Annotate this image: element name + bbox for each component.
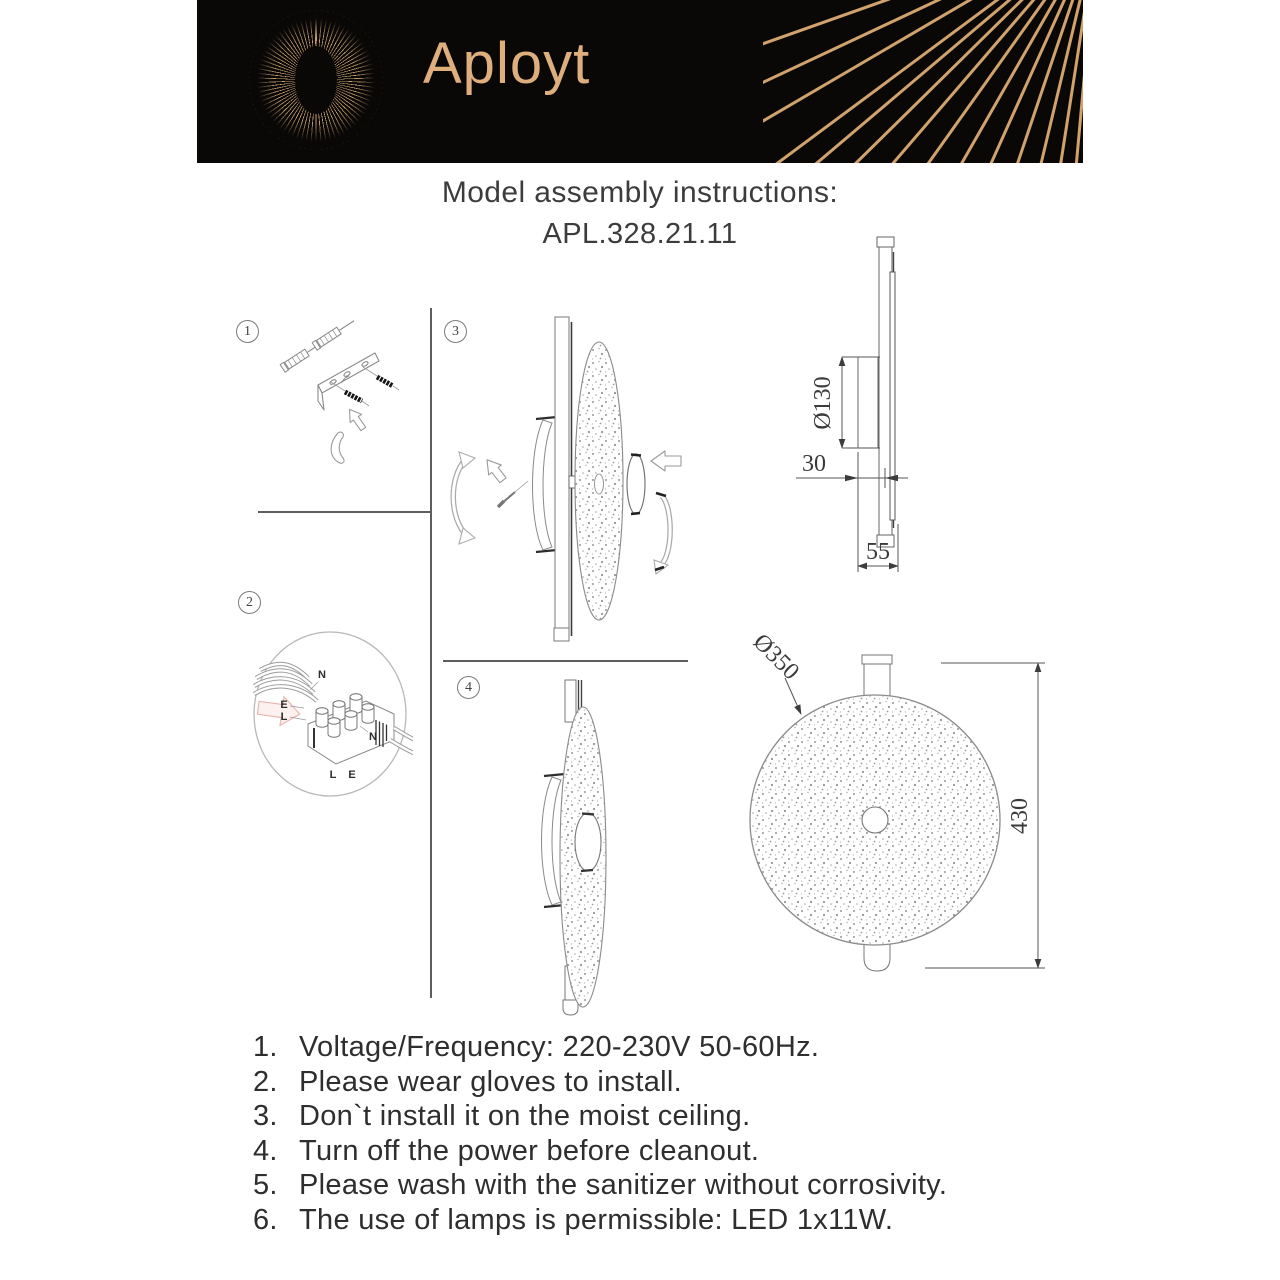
list-item-text: The use of lamps is permissible: LED 1x11W. [299, 1203, 894, 1236]
wire-label-e-in: E [280, 699, 288, 711]
dim-side-depth: 30 [802, 451, 826, 477]
list-item-number: 3. [253, 1100, 278, 1133]
corner-rays-icon [763, 0, 1083, 163]
front-dimension-drawing [735, 622, 1065, 982]
step-2-wiring-diagram [248, 628, 413, 800]
step-4-number: 4 [465, 679, 472, 695]
list-item [253, 1099, 1083, 1134]
dim-side-diameter: Ø130 [810, 376, 836, 430]
step-1-badge [236, 320, 259, 343]
brand-name: Aployt [423, 31, 591, 96]
model-number: APL.328.21.11 [542, 218, 738, 250]
insert-arrow-icon [481, 455, 510, 485]
wire-label-n-out: N [369, 731, 377, 743]
wire-label-e-out: E [348, 769, 356, 781]
vertical-divider [430, 308, 432, 998]
list-item [253, 1134, 1083, 1169]
step-2-badge [238, 591, 261, 614]
step-1-number: 1 [244, 323, 251, 339]
sunburst-logo-icon [249, 10, 383, 150]
list-item-text: Voltage/Frequency: 220-230V 50-60Hz. [299, 1031, 820, 1063]
brand-banner [197, 0, 1083, 163]
side-dimension-drawing [790, 228, 970, 576]
step-1-bracket-diagram [275, 320, 410, 470]
list-item [253, 1203, 1083, 1238]
rotate-arrow-right-icon [654, 493, 670, 574]
page-title: Model assembly instructions: [441, 176, 839, 209]
list-item-number: 6. [253, 1203, 278, 1236]
wire-label-l-out: L [329, 769, 337, 781]
step-3-number: 3 [452, 323, 459, 339]
list-item-number: 2. [253, 1065, 278, 1098]
instructions-list [253, 1030, 1083, 1238]
dim-front-height: 430 [1007, 798, 1033, 834]
logo-core [295, 46, 337, 114]
list-item-text: Don`t install it on the moist ceiling. [299, 1100, 751, 1133]
step-2-number: 2 [246, 594, 253, 610]
middle-horizontal-divider [443, 660, 688, 662]
list-item [253, 1030, 1083, 1065]
rotate-arrow-left-icon [453, 452, 475, 544]
list-item-text: Please wash with the sanitizer without corrosivity. [299, 1169, 948, 1202]
list-item-number: 5. [253, 1169, 278, 1202]
list-item-number: 4. [253, 1134, 278, 1167]
step-3-exploded-diagram [435, 308, 687, 653]
pink-arrow-icon [256, 693, 302, 728]
screw-icon [498, 481, 528, 507]
list-item [253, 1168, 1083, 1203]
dim-side-total-depth: 55 [866, 539, 890, 565]
left-horizontal-divider [258, 511, 432, 513]
list-item-number: 1. [253, 1031, 278, 1063]
up-arrow-icon [344, 405, 369, 433]
push-arrow-icon [651, 451, 681, 471]
list-item-text: Turn off the power before cleanout. [299, 1134, 760, 1167]
dim-front-diameter: Ø350 [747, 628, 805, 686]
list-item [253, 1065, 1083, 1100]
step-4-assembled-diagram [440, 672, 690, 1017]
wire-label-n-in: N [318, 669, 326, 681]
wire-label-l-in: L [280, 711, 288, 723]
list-item-text: Please wear gloves to install. [299, 1065, 682, 1098]
